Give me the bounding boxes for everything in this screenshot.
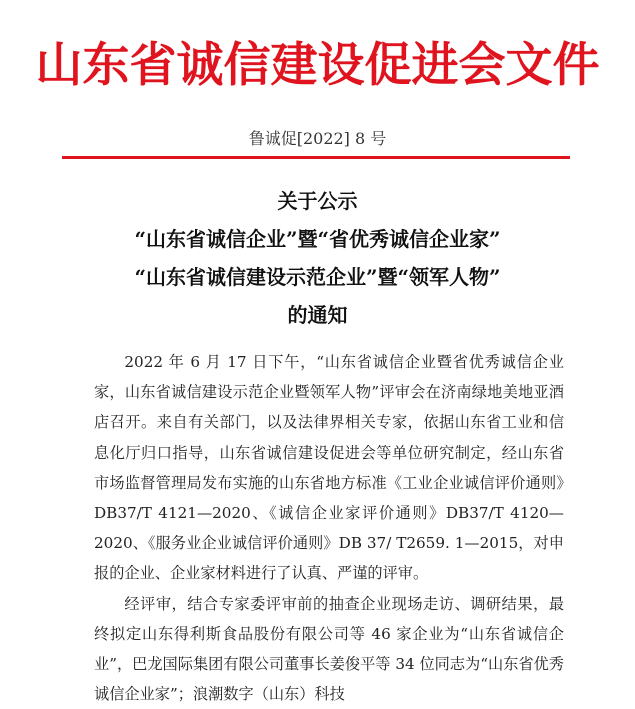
body-paragraph: 经评审，结合专家委评审前的抽查企业现场走访、调研结果，最终拟定山东得利斯食品股份有限公司等 46 家企业为“山东省诚信企业”，巴龙国际集团有限公司董事长姜俊平等 34 位同志为“山东省优秀诚信企业家”；浪潮数字（山东）科技: [94, 594, 564, 704]
notice-title-line: “山东省诚信企业”暨“省优秀诚信企业家”: [134, 227, 501, 251]
notice-title-line: 的通知: [287, 303, 348, 327]
body-text: [94, 347, 564, 709]
notice-title: [0, 182, 635, 334]
document-number: 鲁诚促[2022] 8 号: [248, 129, 387, 148]
body-paragraph: 2022 年 6 月 17 日下午，“山东省诚信企业暨省优秀诚信企业家，山东省诚信建设示范企业暨领军人物”评审会在济南绿地美地亚酒店召开。来自有关部门，以及法律界相关专家，依据山东省工业和信息化厅归口指导，山东省诚信建设促进会等单位研究制定，经山东省市场监督管理局发布实施的山东省地方标准《工业企业诚信评价通则》DB37/T 4121—2020、《诚信企业家评价通则》DB37/T 4120—2020、《服务业企业诚信评价通则》DB 37/ T2659. 1—2015，对申报的企业、企业家材料进行了认真、严谨的评审。: [94, 353, 564, 583]
red-divider-line: [62, 156, 570, 159]
notice-title-line: 关于公示: [277, 189, 358, 213]
notice-title-line: “山东省诚信建设示范企业”暨“领军人物”: [134, 265, 501, 289]
org-header-title: 山东省诚信建设促进会文件: [35, 38, 600, 93]
